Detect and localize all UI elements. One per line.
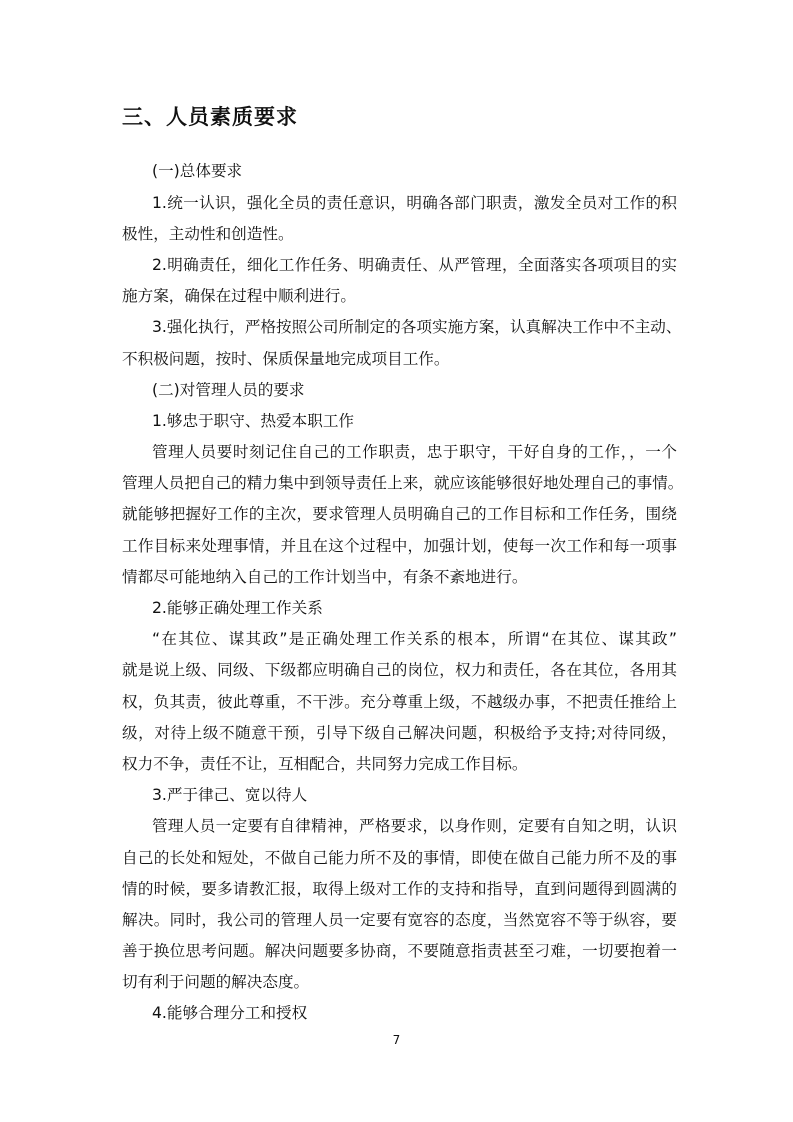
- paragraph: [122, 998, 677, 1029]
- text-line: 不积极问题，按时、保质保量地完成项目工作。: [122, 349, 450, 368]
- paragraph: [122, 593, 677, 624]
- text-line: 善于换位思考问题。解决问题要多协商，不要随意指责甚至刁难，一切要抱着一: [122, 942, 677, 961]
- text-line: 就能够把握好工作的主次，要求管理人员明确自己的工作目标和工作任务，围绕: [122, 505, 677, 524]
- paragraph: [122, 156, 677, 187]
- text-line: 2.明确责任，细化工作任务、明确责任、从严管理，全面落实各项项目的实: [152, 255, 677, 274]
- document-body: [122, 156, 684, 1029]
- text-line: 施方案，确保在过程中顺利进行。: [122, 287, 356, 306]
- text-line: 就是说上级、同级、下级都应明确自己的岗位，权力和责任，各在其位，各用其: [122, 661, 677, 680]
- text-line: 工作目标来处理事情，并且在这个过程中，加强计划，使每一次工作和每一项事: [122, 536, 677, 555]
- paragraph: [122, 437, 684, 593]
- text-line: 权力不争，责任不让，互相配合，共同努力完成工作目标。: [122, 754, 528, 773]
- text-line: 4.能够合理分工和授权: [152, 1004, 308, 1023]
- page-number: 7: [392, 1033, 401, 1047]
- text-line: 情的时候，要多请教汇报，取得上级对工作的支持和指导，直到问题得到圆满的: [122, 879, 677, 898]
- text-line: 级，对待上级不随意干预，引导下级自己解决问题，积极给予支持;对待同级，: [122, 723, 677, 742]
- text-line: 管理人员把自己的精力集中到领导责任上来，就应该能够很好地处理自己的事情。: [122, 474, 684, 493]
- paragraph: [122, 188, 677, 250]
- text-line: 3.严于律己、宽以待人: [152, 786, 308, 805]
- text-line: 切有利于问题的解决态度。: [122, 973, 310, 992]
- text-line: 情都尽可能地纳入自己的工作计划当中，有条不紊地进行。: [122, 567, 528, 586]
- text-line: 3.强化执行，严格按照公司所制定的各项实施方案，认真解决工作中不主动、: [152, 318, 682, 337]
- paragraph: [122, 375, 677, 406]
- text-line: 1.统一认识，强化全员的责任意识，明确各部门职责，激发全员对工作的积: [152, 193, 677, 212]
- text-line: 解决。同时，我公司的管理人员一定要有宽容的态度，当然宽容不等于纵容，要: [122, 910, 677, 929]
- text-line: 1.够忠于职守、热爱本职工作: [152, 411, 355, 430]
- paragraph: [122, 312, 682, 374]
- text-line: 自己的长处和短处，不做自己能力所不及的事情，即使在做自己能力所不及的事: [122, 848, 677, 867]
- paragraph: [122, 780, 677, 811]
- paragraph: [122, 250, 677, 312]
- text-line: “在其位、谋其政”是正确处理工作关系的根本，所谓“在其位、谋其政”: [152, 630, 677, 649]
- section-heading: 三、人员素质要求: [122, 105, 298, 129]
- text-line: 2.能够正确处理工作关系: [152, 599, 323, 618]
- text-line: 管理人员要时刻记住自己的工作职责，忠于职守，干好自身的工作，，一个: [152, 443, 677, 462]
- text-line: 权，负其责，彼此尊重，不干涉。充分尊重上级，不越级办事，不把责任推给上: [122, 692, 677, 711]
- text-line: (二)对管理人员的要求: [152, 380, 305, 399]
- paragraph: [122, 811, 677, 998]
- paragraph: [122, 624, 677, 780]
- text-line: (一)总体要求: [152, 162, 243, 181]
- text-line: 极性，主动性和创造性。: [122, 224, 294, 243]
- text-line: 管理人员一定要有自律精神，严格要求，以身作则，定要有自知之明，认识: [152, 817, 677, 836]
- paragraph: [122, 406, 677, 437]
